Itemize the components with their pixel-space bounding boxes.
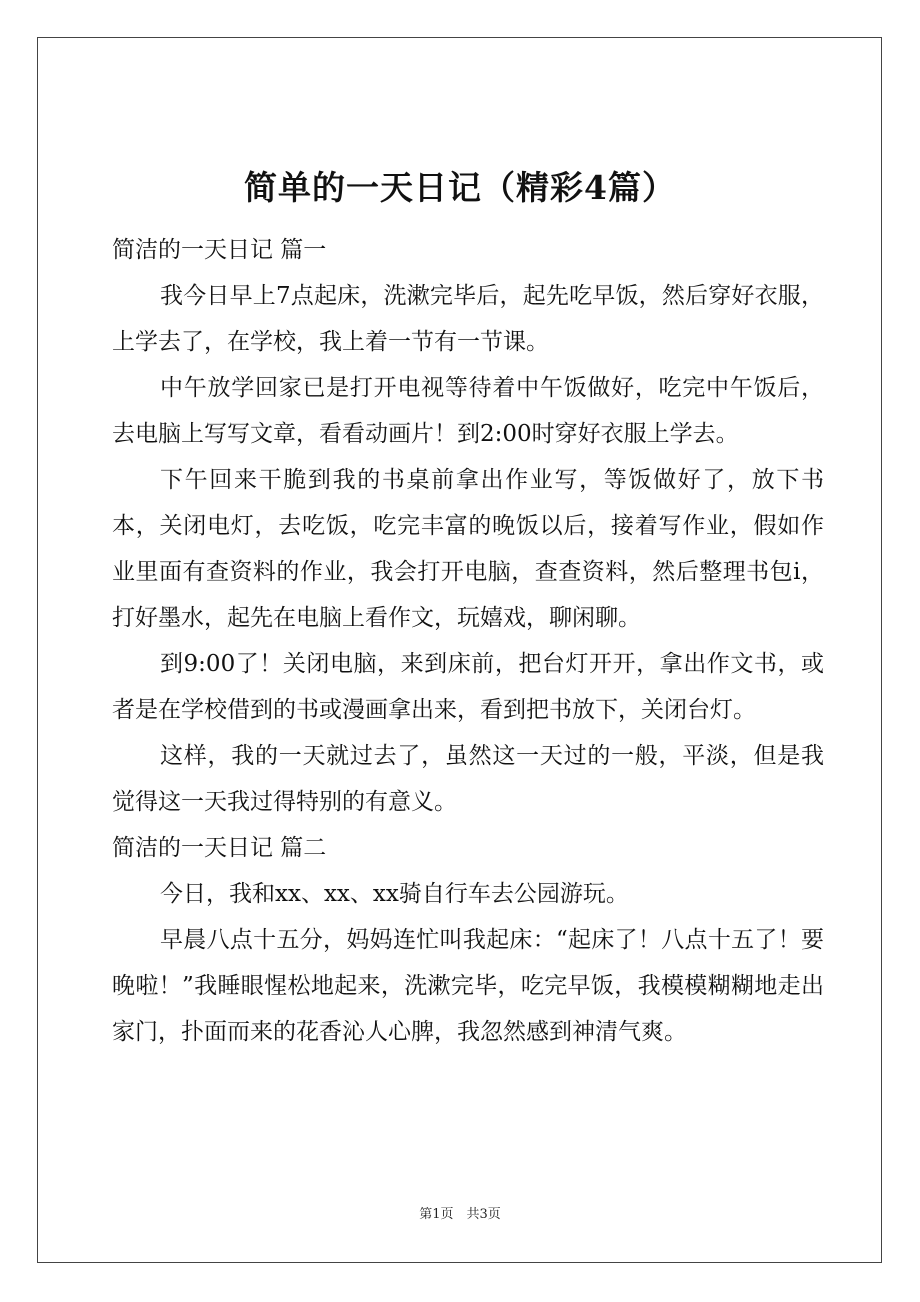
section-heading: 简洁的一天日记 篇二 xyxy=(112,835,327,861)
section-1 xyxy=(112,227,824,825)
paragraph: 这样，我的一天就过去了，虽然这一天过的一般，平淡，但是我觉得这一天我过得特别的有意义。 xyxy=(112,743,824,815)
paragraph: 下午回来干脆到我的书桌前拿出作业写，等饭做好了，放下书本，关闭电灯，去吃饭，吃完丰富的晚饭以后，接着写作业，假如作业里面有查资料的作业，我会打开电脑，查查资料，然后整理书包i，打好墨水，起先在电脑上看作文，玩嬉戏，聊闲聊。 xyxy=(112,467,824,631)
paragraph: 到9:00了！关闭电脑，来到床前，把台灯开开，拿出作文书，或者是在学校借到的书或漫画拿出来，看到把书放下，关闭台灯。 xyxy=(112,651,824,723)
paragraph: 我今日早上7点起床，洗漱完毕后，起先吃早饭，然后穿好衣服，上学去了，在学校，我上着一节有一节课。 xyxy=(112,283,824,355)
paragraph: 早晨八点十五分，妈妈连忙叫我起床：“起床了！八点十五了！要晚啦！”我睡眼惺松地起来，洗漱完毕，吃完早饭，我模模糊糊地走出家门，扑面而来的花香沁人心脾，我忽然感到神清气爽。 xyxy=(112,927,824,1045)
document-body xyxy=(112,227,824,1055)
section-2 xyxy=(112,825,824,1055)
page-number: 第1页 共3页 xyxy=(419,1207,501,1222)
paragraph: 今日，我和xx、xx、xx骑自行车去公园游玩。 xyxy=(160,881,629,907)
paragraph: 中午放学回家已是打开电视等待着中午饭做好，吃完中午饭后，去电脑上写写文章，看看动画片！到2:00时穿好衣服上学去。 xyxy=(112,375,824,447)
document-title: 简单的一天日记（精彩4篇） xyxy=(244,168,676,208)
section-heading: 简洁的一天日记 篇一 xyxy=(112,237,327,263)
